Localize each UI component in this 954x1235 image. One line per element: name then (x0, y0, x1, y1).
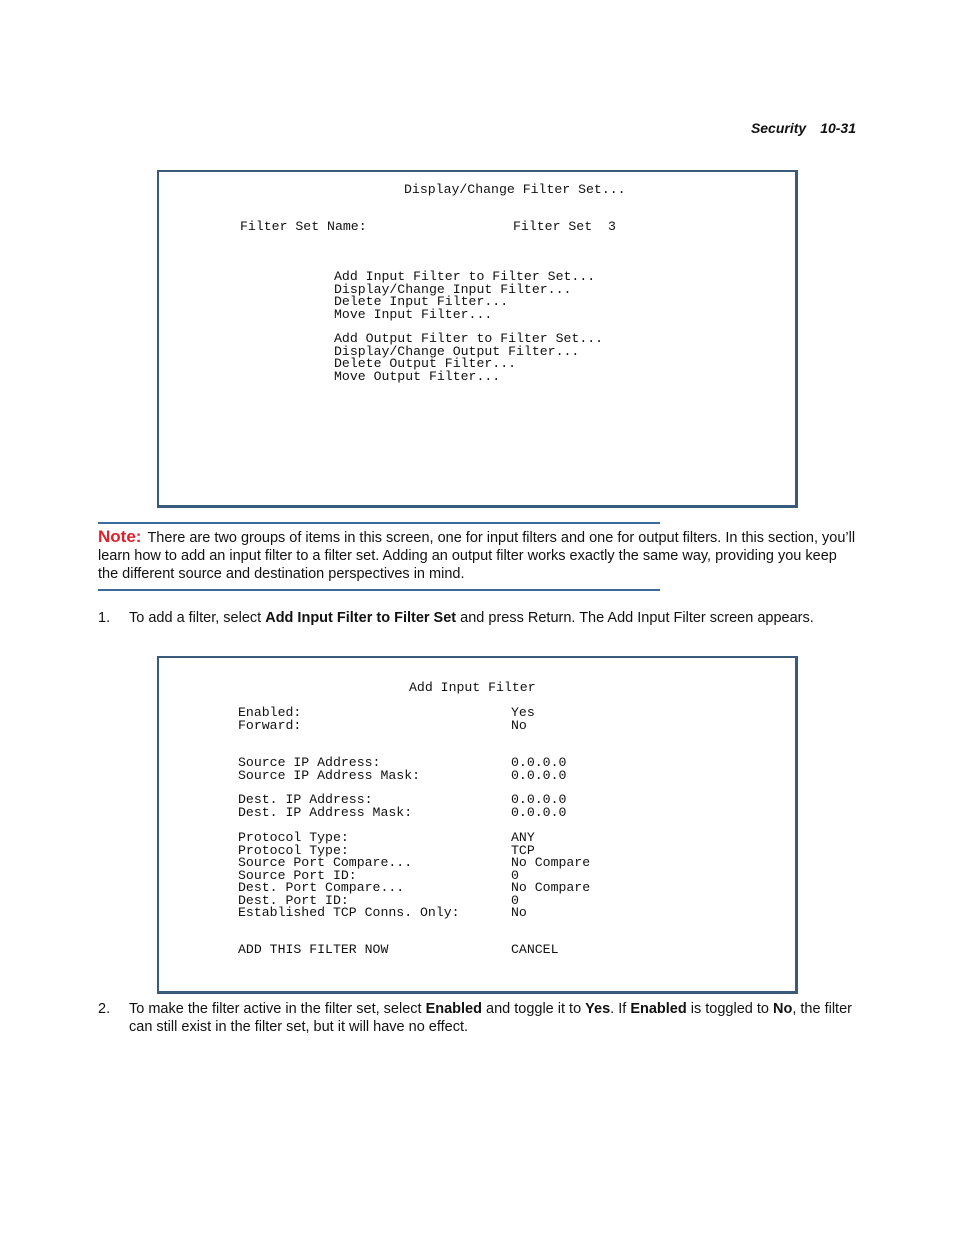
step-bold: Enabled (425, 1001, 482, 1017)
step-bold: Yes (585, 1001, 611, 1017)
field-label: Source Port Compare... (238, 855, 413, 870)
step-text: . If (610, 1001, 631, 1017)
note-block (98, 528, 856, 583)
field-value[interactable]: Yes (511, 705, 535, 720)
field-value[interactable]: ANY (511, 830, 535, 845)
note-top-rule (98, 522, 660, 524)
screen-title: Display/Change Filter Set... (404, 182, 626, 197)
field-label: Source IP Address Mask: (238, 767, 421, 783)
field-value[interactable]: No Compare (511, 855, 591, 870)
page-header (751, 120, 856, 136)
step-text: To make the filter active in the filter set, select (129, 1001, 426, 1017)
add-input-filter-screen (157, 656, 798, 994)
step-text: , the filter can still exist in the filter set, but it will have no effect. (129, 1001, 852, 1035)
step-bold: Add Input Filter to Filter Set (265, 610, 457, 626)
page-number: 10-31 (820, 120, 856, 136)
field-value[interactable]: No Compare (511, 880, 591, 895)
field-label: Dest. Port ID: (238, 892, 349, 908)
menu-item-delete-output[interactable]: Delete Output Filter... (334, 356, 517, 371)
field-label: Enabled: (238, 705, 302, 720)
add-filter-now-button[interactable]: ADD THIS FILTER NOW (238, 942, 389, 957)
menu-item-add-output[interactable]: Add Output Filter to Filter Set... (334, 331, 604, 346)
field-value[interactable]: 0.0.0.0 (511, 755, 567, 770)
field-label: Source Port ID: (238, 867, 357, 883)
field-value[interactable]: No (511, 717, 527, 733)
field-label: Established TCP Conns. Only: (238, 905, 460, 920)
step-1 (98, 609, 856, 627)
filter-set-name-label: Filter Set Name: (240, 219, 367, 234)
step-text: and press Return. The Add Input Filter screen appears. (456, 610, 814, 626)
note-bottom-rule (98, 589, 660, 591)
menu-item-change-output[interactable]: Display/Change Output Filter... (334, 343, 580, 359)
step-bold: No (772, 1001, 793, 1017)
field-value[interactable]: 0.0.0.0 (511, 804, 567, 820)
step-number: 2. (98, 1001, 111, 1017)
menu-item-add-input[interactable]: Add Input Filter to Filter Set... (334, 269, 596, 284)
field-label: Source IP Address: (238, 755, 381, 770)
field-label: Protocol Type: (238, 842, 349, 858)
field-value[interactable]: No (511, 905, 527, 920)
field-value[interactable]: 0.0.0.0 (511, 767, 567, 783)
filter-set-name-value[interactable]: Filter Set 3 (513, 219, 616, 234)
step-2 (98, 1000, 856, 1036)
cancel-button[interactable]: CANCEL (511, 942, 559, 957)
menu-item-move-output[interactable]: Move Output Filter... (334, 368, 501, 384)
step-text: is toggled to (686, 1001, 773, 1017)
note-text: There are two groups of items in this screen, one for input filters and one for output filters. In this section, you’ll learn how to add an input filter to a filter set. Adding an output filter works exactly the same way, providing you keep the different source and destination perspectives in mind. (98, 530, 856, 582)
step-text: and toggle it to (481, 1001, 586, 1017)
section-title: Security (750, 120, 807, 136)
field-value[interactable]: 0 (511, 892, 519, 908)
field-value[interactable]: 0 (511, 867, 519, 883)
menu-item-delete-input[interactable]: Delete Input Filter... (334, 294, 509, 309)
field-label: Dest. IP Address Mask: (238, 804, 413, 820)
step-number: 1. (98, 610, 111, 626)
field-value[interactable]: TCP (511, 842, 535, 858)
field-label: Dest. Port Compare... (238, 880, 405, 895)
field-label: Dest. IP Address: (238, 792, 373, 807)
menu-item-change-input[interactable]: Display/Change Input Filter... (334, 281, 572, 297)
filter-set-screen (157, 170, 798, 508)
screen-title: Add Input Filter (409, 680, 536, 695)
step-text: To add a filter, select (129, 610, 266, 626)
field-label: Forward: (238, 717, 302, 733)
menu-item-move-input[interactable]: Move Input Filter... (334, 306, 493, 322)
step-bold: Enabled (630, 1001, 687, 1017)
field-label: Protocol Type: (238, 830, 349, 845)
note-label: Note: (98, 527, 142, 546)
field-value[interactable]: 0.0.0.0 (511, 792, 567, 807)
